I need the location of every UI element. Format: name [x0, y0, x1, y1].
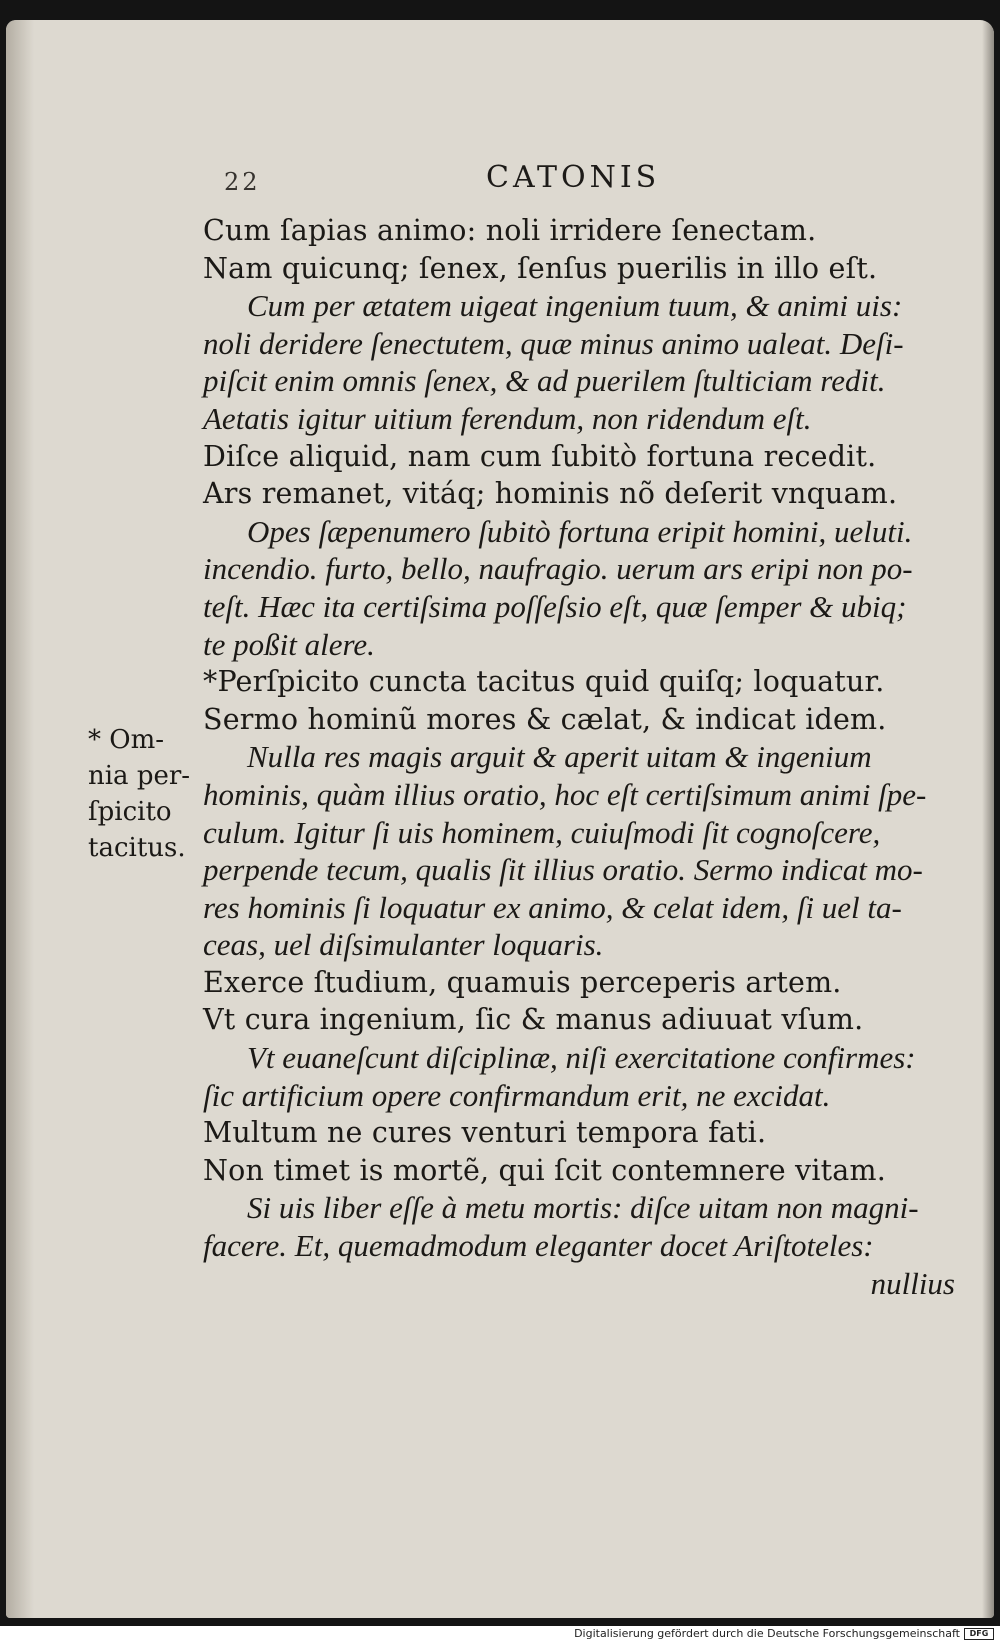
running-head: CATONIS — [486, 160, 661, 195]
page-number: 22 — [224, 168, 261, 196]
commentary-line: teſt. Hæc ita certiſsima poſſeſsio eſt, quæ ſemper & ubiq; — [203, 588, 907, 624]
book-page — [6, 20, 994, 1618]
commentary-line: piſcit enim omnis ſenex, & ad puerilem ſtulticiam redit. — [203, 363, 886, 399]
commentary-line: Vt euaneſcunt diſciplinæ, niſi exercitatione confirmes: — [247, 1040, 916, 1076]
funding-credit: Digitalisierung gefördert durch die Deutsche Forschungsgemeinschaft — [574, 1627, 960, 1640]
verse-line: Diſce aliquid, nam cum ſubitò fortuna recedit. — [203, 439, 877, 473]
commentary-line: noli deridere ſenectutem, quæ minus animo ualeat. Deſi- — [203, 325, 904, 361]
catchword: nullius — [870, 1265, 955, 1301]
verse-line: Vt cura ingenium, ſic & manus adiuuat vſum. — [203, 1003, 864, 1037]
commentary-line: perpende tecum, qualis ſit illius oratio. Sermo indicat mo- — [203, 852, 923, 888]
verse-line: Exerce ſtudium, quamuis perceperis artem. — [203, 965, 842, 999]
commentary-line: culum. Igitur ſi uis hominem, cuiuſmodi ſit cognoſcere, — [203, 814, 881, 850]
verse-line: *Perſpicito cuncta tacitus quid quiſq; loquatur. — [203, 665, 885, 699]
commentary-line: ſic artificium opere confirmandum erit, ne excidat. — [203, 1077, 831, 1113]
verse-line: Sermo hominũ mores & cælat, & indicat idem. — [203, 702, 887, 736]
verse-line: Cum ſapias animo: noli irridere ſenectam. — [203, 214, 817, 247]
commentary-line: Si uis liber eſſe à metu mortis: diſce uitam non magni- — [247, 1190, 919, 1226]
gutter-shadow — [6, 20, 34, 1618]
marginal-note-line: tacitus. — [88, 833, 186, 863]
commentary-line: Nulla res magis arguit & aperit uitam & ingenium — [247, 739, 872, 775]
verse-line: Ars remanet, vitáq; hominis nõ deſerit vnquam. — [203, 477, 898, 511]
dfg-logo: DFG — [964, 1628, 994, 1640]
commentary-line: Aetatis igitur uitium ferendum, non ridendum eſt. — [203, 400, 812, 436]
commentary-line: facere. Et, quemadmodum eleganter docet Ariſtoteles: — [203, 1228, 874, 1264]
digitization-footer — [0, 1626, 1000, 1642]
commentary-line: incendio. furto, bello, naufragio. uerum ars eripi non po- — [203, 551, 913, 587]
verse-line: Multum ne cures venturi tempora fati. — [203, 1116, 767, 1150]
marginal-note-line: ſpicito — [88, 797, 172, 827]
verse-line: Nam quicunq; ſenex, ſenſus puerilis in illo eſt. — [203, 251, 878, 285]
page-header — [206, 160, 966, 204]
commentary-line: hominis, quàm illius oratio, hoc eſt certiſsimum animi ſpe- — [203, 776, 927, 812]
commentary-line: Cum per ætatem uigeat ingenium tuum, & animi uis: — [247, 288, 903, 324]
commentary-line: ceas, uel diſsimulanter loquaris. — [203, 927, 604, 963]
marginal-note — [88, 722, 208, 866]
verse-line: Non timet is mortẽ, qui ſcit contemnere vitam. — [203, 1153, 886, 1187]
marginal-note-line: * Om- — [88, 725, 165, 755]
commentary-line: res hominis ſi loquatur ex animo, & celat idem, ſi uel ta- — [203, 889, 902, 925]
marginal-note-line: nia per- — [88, 761, 191, 791]
main-text — [203, 212, 973, 1302]
commentary-line: te poßit alere. — [203, 626, 375, 662]
page-edge — [982, 20, 994, 1618]
commentary-line: Opes ſæpenumero ſubitò fortuna eripit homini, ueluti. — [247, 513, 913, 549]
